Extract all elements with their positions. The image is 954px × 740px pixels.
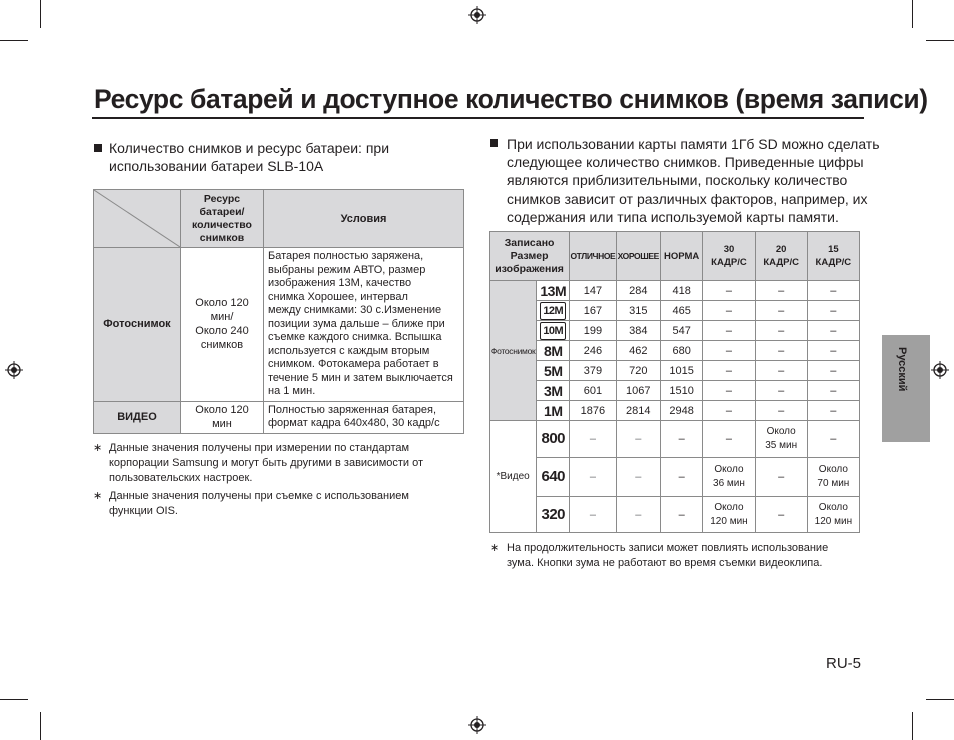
crop-mark [926, 699, 954, 700]
condition-line: съемке каждого снимка. Вспышка [268, 331, 442, 343]
cell: – [703, 401, 755, 421]
conditions-header: Условия [264, 190, 464, 248]
video-resource-value [181, 401, 264, 433]
header-line: Размер [510, 249, 549, 262]
condition-line: Батарея полностью заряжена, [268, 250, 424, 262]
cell: – [755, 458, 807, 497]
crop-mark [912, 712, 913, 740]
footnote [490, 541, 860, 571]
cell: – [616, 421, 660, 458]
cell: 147 [570, 281, 616, 301]
cell: – [703, 341, 755, 361]
cell: – [660, 421, 703, 458]
col-header: 15 КАДР/С [807, 232, 859, 281]
footnote-line: функции OIS. [109, 505, 178, 517]
size-3m-icon: 3M [537, 381, 570, 401]
cell: 379 [570, 361, 616, 381]
footnote-line: зума. Кнопки зума не работают во время съемки видеоклипа. [507, 557, 823, 569]
cell: – [703, 381, 755, 401]
right-intro-line: являются приблизительными, поскольку количество [507, 172, 848, 189]
crop-mark [40, 712, 41, 740]
header-line: снимков [199, 231, 245, 244]
col-header: 20 КАДР/С [755, 232, 807, 281]
cell: Около 120 мин [703, 497, 755, 533]
cell: 720 [616, 361, 660, 381]
condition-line: используется с каждым вторым [268, 344, 430, 357]
size-8m-icon: 8M [537, 341, 570, 361]
video-conditions [264, 401, 464, 433]
res-800-icon: 800 [537, 421, 570, 458]
bullet-icon [94, 144, 102, 152]
cell: – [703, 321, 755, 341]
cell: – [807, 301, 859, 321]
condition-line: снимка Хорошее, интервал [268, 290, 408, 303]
condition-line: выбраны режим АВТО, размер [268, 263, 426, 276]
cell: – [807, 421, 859, 458]
crop-mark [0, 699, 28, 700]
footnote [93, 489, 463, 519]
condition-line: между снимками: 30 с.Изменение [268, 304, 442, 316]
value-line: Около 240 [195, 325, 249, 338]
footnote-line: На продолжительность записи может повлиять использование [507, 542, 829, 554]
value-line: Около 120 [195, 297, 249, 310]
cell: 465 [660, 301, 703, 321]
diagonal-header-cell [94, 190, 181, 248]
size-10m-icon: 10M [537, 321, 570, 341]
cell: – [703, 281, 755, 301]
value-line: мин/ [210, 311, 234, 324]
res-320-icon: 320 [537, 497, 570, 533]
cell: 199 [570, 321, 616, 341]
crop-mark [0, 40, 28, 41]
cell: 167 [570, 301, 616, 321]
cell: – [660, 458, 703, 497]
cell: 246 [570, 341, 616, 361]
left-intro [109, 139, 389, 175]
condition-line: снимком. Фотокамера работает в [268, 358, 439, 370]
right-intro-line: следующее количество снимков. Приведенные цифры [507, 154, 864, 171]
cell: Около 36 мин [703, 458, 755, 497]
registration-mark-icon [931, 361, 949, 379]
cell: 1510 [660, 381, 703, 401]
cell: – [807, 381, 859, 401]
right-intro-line: При использовании карты памяти 1Гб SD можно сделать [507, 136, 880, 152]
header-line: количество [192, 218, 252, 231]
left-intro-line: использовании батареи SLB-10A [109, 158, 324, 174]
header-line: батареи/ [199, 205, 245, 218]
value-line: Около 120 [195, 404, 249, 416]
bullet-icon [490, 139, 498, 147]
row-label-video: ВИДЕО [94, 401, 181, 433]
video-group-label: *Видео [490, 421, 537, 533]
cell: – [807, 321, 859, 341]
footnote-line: пользовательских настроек. [109, 472, 253, 484]
cell: – [755, 497, 807, 533]
cell: 680 [660, 341, 703, 361]
cell: 2948 [660, 401, 703, 421]
cell: – [703, 301, 755, 321]
language-tab [882, 335, 930, 442]
registration-mark-icon [468, 6, 486, 24]
value-line: мин [212, 418, 232, 430]
res-640-icon: 640 [537, 458, 570, 497]
condition-line: на 1 мин. [268, 385, 316, 397]
cell: – [570, 421, 616, 458]
cell: – [616, 458, 660, 497]
cell: 601 [570, 381, 616, 401]
resource-header [181, 190, 264, 248]
footnote-line: Данные значения получены при измерении по стандартам [109, 442, 410, 454]
size-12m-icon: 12M [537, 301, 570, 321]
cell: 284 [616, 281, 660, 301]
condition-line: течение 5 мин и затем выключается [268, 371, 453, 384]
cell: 462 [616, 341, 660, 361]
cell: – [807, 361, 859, 381]
title-underline [92, 117, 864, 119]
cell: Около 35 мин [755, 421, 807, 458]
size-13m-icon: 13M [537, 281, 570, 301]
col-header: 30 КАДР/С [703, 232, 755, 281]
cell: – [807, 401, 859, 421]
cell: – [703, 361, 755, 381]
footnote-star: ∗ [490, 542, 500, 554]
crop-mark [40, 0, 41, 28]
cell: – [755, 281, 807, 301]
cell: – [755, 321, 807, 341]
footnote [93, 441, 463, 486]
cell: Около 70 мин [807, 458, 859, 497]
col-header: ОТЛИЧНОЕ [570, 232, 616, 281]
right-intro-line: снимков зависит от различных факторов, например, их [507, 190, 868, 207]
cell: 315 [616, 301, 660, 321]
footnote-star: ∗ [93, 490, 103, 502]
cell: – [703, 421, 755, 458]
footnote-line: Данные значения получены при съемке с использованием [109, 490, 409, 502]
cell: Около 120 мин [807, 497, 859, 533]
cell: – [755, 301, 807, 321]
page-title: Ресурс батарей и доступное количество снимков (время записи) [94, 84, 928, 114]
cell: 1015 [660, 361, 703, 381]
photo-conditions [264, 248, 464, 402]
cell: 418 [660, 281, 703, 301]
photo-resource-value [181, 248, 264, 402]
value-line: снимков [200, 339, 244, 352]
cell: – [807, 281, 859, 301]
language-tab-label: Русский [896, 347, 908, 392]
cell: – [616, 497, 660, 533]
registration-mark-icon [468, 716, 486, 734]
condition-line: изображения 13M, качество [268, 277, 412, 289]
col-header: НОРМА [660, 232, 703, 281]
size-header [490, 232, 570, 281]
size-5m-icon: 5M [537, 361, 570, 381]
cell: – [807, 341, 859, 361]
row-label-photo: Фотоснимок [94, 248, 181, 402]
right-intro [507, 135, 880, 226]
header-line: Записано [504, 236, 555, 249]
cell: 547 [660, 321, 703, 341]
cell: – [755, 401, 807, 421]
capacity-table [489, 231, 860, 533]
col-header: ХОРОШЕЕ [616, 232, 660, 281]
cell: – [755, 361, 807, 381]
battery-table [93, 189, 464, 434]
cell: – [570, 497, 616, 533]
page-number: RU-5 [826, 655, 862, 672]
size-1m-icon: 1M [537, 401, 570, 421]
cell: 1876 [570, 401, 616, 421]
cell: – [660, 497, 703, 533]
crop-mark [926, 40, 954, 41]
cell: 1067 [616, 381, 660, 401]
crop-mark [912, 0, 913, 28]
footnote-line: корпорации Samsung и могут быть другими в зависимости от [109, 457, 424, 469]
header-line: Ресурс [203, 192, 241, 205]
header-line: изображения [495, 262, 564, 275]
registration-mark-icon [5, 361, 23, 379]
cell: 384 [616, 321, 660, 341]
condition-line: позиции зума дальше – ближе при [268, 317, 445, 330]
right-intro-line: содержания или типа используемой карты памяти. [507, 208, 839, 225]
condition-line: формат кадра 640x480, 30 кадр/с [268, 417, 440, 429]
left-intro-line: Количество снимков и ресурс батареи: при [109, 140, 390, 156]
diagonal-line [94, 190, 180, 247]
photo-group-label: Фотоснимок [490, 281, 537, 421]
cell: 2814 [616, 401, 660, 421]
footnote-star: ∗ [93, 442, 103, 454]
cell: – [570, 458, 616, 497]
cell: – [755, 381, 807, 401]
cell: – [755, 341, 807, 361]
condition-line: Полностью заряженная батарея, [268, 403, 437, 416]
